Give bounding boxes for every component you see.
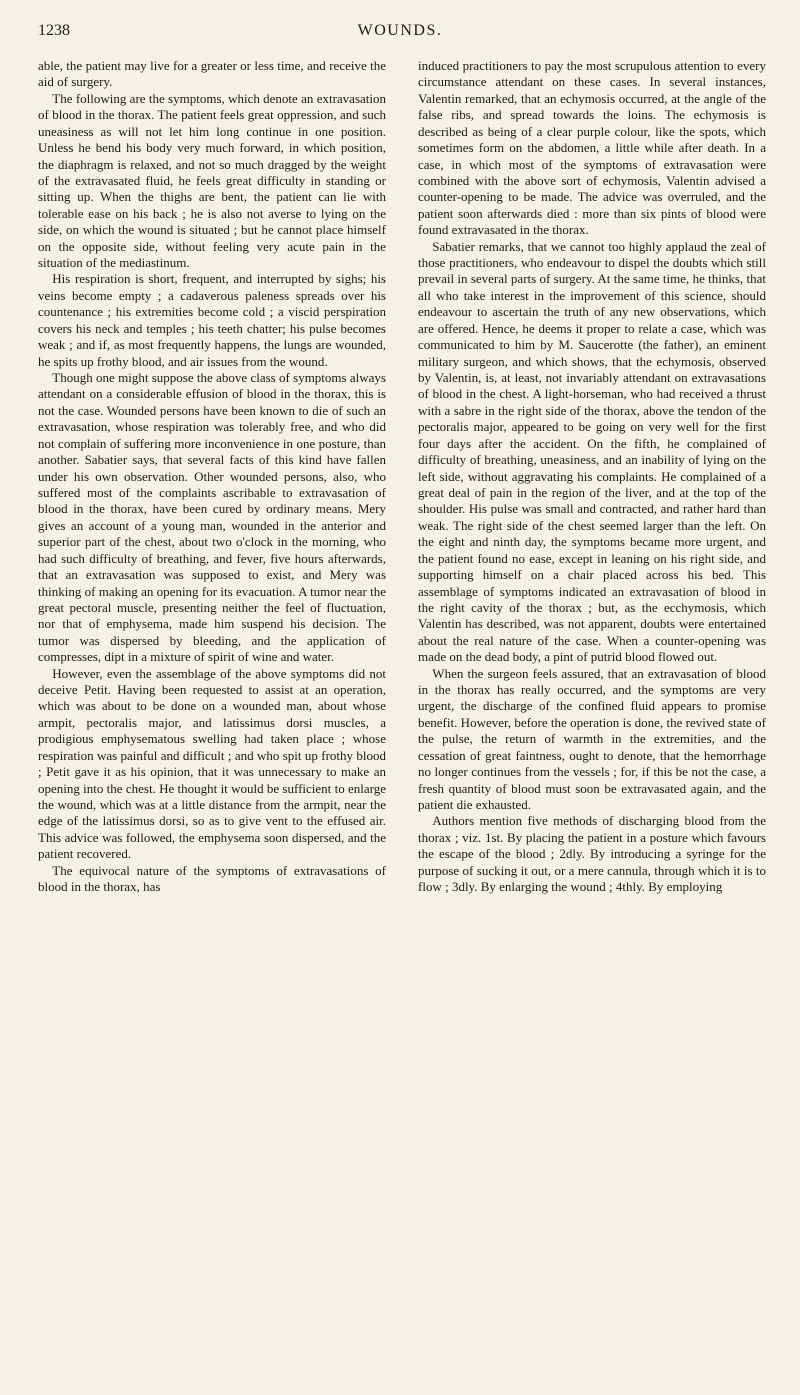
- paragraph: Though one might suppose the above class of symptoms always attendant on a considerable effusion of blood in the thorax, this is not the case. Wounded persons have been known to die of such an extravasation, whose respiration was tolerably free, and who did not complain of suffering more inconvenience in one posture, than another. Sabatier says, that several facts of this kind have fallen under his own observation. Other wounded persons, also, who suffered most of the complaints ascribable to extravasation of blood in the thorax, have been cured by ordinary means. Mery gives an account of a young man, wounded in the anterior and superior part of the chest, about two o'clock in the morning, who had such difficulty of breathing, and fever, five hours afterwards, that an extravasation was supposed to exist, and Mery was thinking of making an opening for its evacuation. A tumor near the great pectoral muscle, presenting neither the feel of fluctuation, nor that of emphysema, made him suspend his decision. The tumor was dispersed by bleeding, and the application of compresses, dipt in a mixture of spirit of wine and water.: [38, 370, 386, 665]
- page-header: [38, 22, 762, 44]
- paragraph: able, the patient may live for a greater or less time, and receive the aid of surgery.: [38, 58, 386, 90]
- paragraph: Sabatier remarks, that we cannot too highly applaud the zeal of those practitioners, who endeavour to dispel the doubts which still prevail in several parts of surgery. At the same time, he thinks, that all who take interest in the improvement of this science, should endeavour to ascertain the truth of any new observations, which are offered. Hence, he deems it proper to relate a case, which was communicated to him by M. Saucerotte (the father), an eminent military surgeon, and which shows, that the echymosis, observed by Valentin, is, at least, not invariably attendant on extravasations of blood in the chest. A light-horseman, who had received a thrust with a sabre in the right side of the thorax, above the tendon of the pectoralis major, appeared to be going on very well for the first four days after the accident. On the fifth, he complained of difficulty of breathing, uneasiness, and an inability of lying on the left side, without aggravating his complaints. He complained of a great deal of pain in the region of the liver, and at the top of the shoulder. His pulse was small and contracted, and rather hard than weak. The right side of the chest seemed larger than the left. On the eight and ninth day, the symptoms became more urgent, and the patient found no ease, except in leaning on his right side, and supporting himself on a chair placed across his bed. This assemblage of symptoms indicated an extravasation of blood in the right cavity of the thorax ; but, as the ecchymosis, which Valentin has described, was not apparent, doubts were entertained about the real nature of the case. When a counter-opening was made on the dead body, a pint of putrid blood flowed out.: [418, 238, 766, 665]
- left-column: [38, 58, 386, 896]
- paragraph: The equivocal nature of the symptoms of extravasations of blood in the thorax, has: [38, 862, 386, 895]
- right-column: [418, 58, 766, 896]
- paragraph: When the surgeon feels assured, that an extravasation of blood in the thorax has really occurred, and the symptoms are very urgent, the discharge of the confined fluid appears to promise benefit. However, before the operation is done, the revived state of the pulse, the return of warmth in the extremities, and the cessation of great faintness, ought to denote, that the hemorrhage no longer continues from the vessels ; for, if this be not the case, a fresh quantity of blood must soon be extravasated again, and the patient die exhausted.: [418, 665, 766, 812]
- paragraph: However, even the assemblage of the above symptoms did not deceive Petit. Having been requested to assist at an operation, which was about to be done on a wounded man, about whose armpit, pectoralis major, and latissimus dorsi muscles, a prodigious emphysematous swelling had taken place ; whose respiration was painful and difficult ; and who spit up frothy blood ; Petit gave it as his opinion, that it was unnecessary to make an opening into the chest. He thought it would be sufficient to enlarge the wound, which was at a little distance from the armpit, near the edge of the latissimus dorsi, so as to give vent to the effused air. This advice was followed, the emphysema soon dispersed, and the patient recovered.: [38, 665, 386, 862]
- running-title: WOUNDS.: [357, 22, 443, 39]
- paragraph: Authors mention five methods of discharging blood from the thorax ; viz. 1st. By placing the patient in a posture which favours the escape of the blood ; 2dly. By introducing a syringe for the purpose of sucking it out, or a mere cannula, through which it is to flow ; 3dly. By enlarging the wound ; 4thly. By employing: [418, 813, 766, 895]
- paragraph: induced practitioners to pay the most scrupulous attention to every circumstance attendant on these cases. In several instances, Valentin remarked, that an echymosis occurred, at the angle of the false ribs, and spread towards the loins. The echymosis is described as being of a clear purple colour, like the spots, which sometimes form on the abdomen, a little while after death. In a case, in which most of the symptoms of extravasation were combined with the above sort of echymosis, Valentin advised a counter-opening to be made. The advice was overruled, and the patient soon afterwards died : more than six pints of blood were found extravasated in the thorax.: [418, 58, 766, 238]
- paragraph: His respiration is short, frequent, and interrupted by sighs; his veins become empty ; a cadaverous paleness spreads over his countenance ; his extremities become cold ; a viscid perspiration covers his neck and temples ; his teeth chatter; his pulse becomes weak ; and if, as most frequently happens, the lungs are wounded, he spits up frothy blood, and air issues from the wound.: [38, 271, 386, 369]
- paragraph: The following are the symptoms, which denote an extravasation of blood in the thorax. The patient feels great oppression, and such uneasiness as will not let him long continue in one position. Unless he bend his body very much forward, in which position, the diaphragm is relaxed, and not so much dragged by the weight of the extravasated fluid, he feels great difficulty in standing or sitting up. When the thighs are bent, the patient can lie with tolerable ease on his back ; he is also not averse to lying on the side, on which the wound is situated ; but he cannot place himself on the opposite side, without feeling very acute pain in the situation of the mediastinum.: [38, 90, 386, 271]
- page-number: 1238: [38, 22, 70, 39]
